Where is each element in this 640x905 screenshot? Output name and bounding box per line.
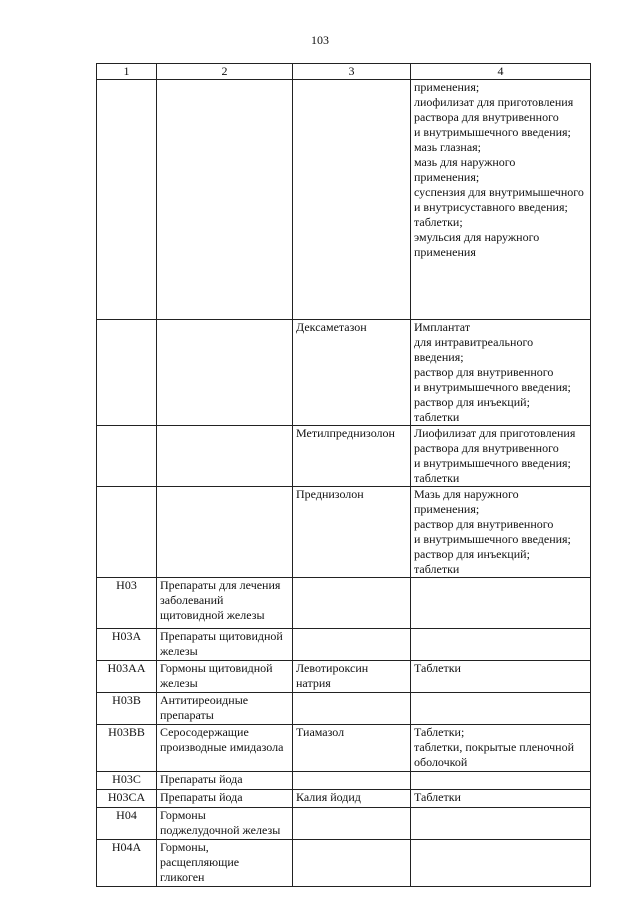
substance-cell bbox=[293, 661, 411, 693]
dosage-form-line: суспензия для внутримышечного bbox=[414, 185, 584, 199]
table-row bbox=[97, 725, 591, 772]
table-row bbox=[97, 661, 591, 693]
group-line: Гормоны, bbox=[160, 840, 209, 854]
group-line: щитовидной железы bbox=[160, 608, 265, 622]
atc-code-cell: H03BB bbox=[97, 725, 157, 772]
group-line: производные имидазола bbox=[160, 740, 284, 754]
header-row bbox=[97, 64, 591, 80]
table-row bbox=[97, 693, 591, 725]
dosage-form-line: мазь глазная; bbox=[414, 140, 482, 154]
atc-code-cell bbox=[97, 80, 157, 320]
substance-line: Калия йодид bbox=[296, 790, 361, 804]
group-line: гликоген bbox=[160, 870, 205, 884]
group-line: Антитиреоидные bbox=[160, 693, 249, 707]
table-row bbox=[97, 578, 591, 629]
group-cell bbox=[157, 629, 293, 661]
dosage-form-cell bbox=[411, 320, 591, 426]
dosage-form-cell bbox=[411, 661, 591, 693]
atc-code-cell: H03A bbox=[97, 629, 157, 661]
group-line: препараты bbox=[160, 708, 214, 722]
group-line: Гормоны bbox=[160, 808, 206, 822]
group-cell bbox=[157, 693, 293, 725]
column-header-4: 4 bbox=[411, 64, 591, 80]
dosage-form-line: таблетки; bbox=[414, 215, 463, 229]
atc-code-cell bbox=[97, 487, 157, 578]
table-row bbox=[97, 487, 591, 578]
group-line: Серосодержащие bbox=[160, 725, 249, 739]
group-line: Препараты йода bbox=[160, 772, 243, 786]
dosage-form-line: раствор для инъекций; bbox=[414, 547, 530, 561]
substance-line: Тиамазол bbox=[296, 725, 345, 739]
substance-cell bbox=[293, 725, 411, 772]
dosage-form-cell bbox=[411, 426, 591, 487]
column-header-3: 3 bbox=[293, 64, 411, 80]
table-row bbox=[97, 629, 591, 661]
dosage-form-line: применения bbox=[414, 245, 476, 259]
table-row bbox=[97, 426, 591, 487]
group-line: Гормоны щитовидной bbox=[160, 661, 273, 675]
dosage-form-line: для интравитреального bbox=[414, 335, 534, 349]
column-header-2: 2 bbox=[157, 64, 293, 80]
substance-cell bbox=[293, 578, 411, 629]
drug-table bbox=[96, 63, 591, 887]
group-line: железы bbox=[160, 676, 198, 690]
substance-cell bbox=[293, 80, 411, 320]
table-row bbox=[97, 80, 591, 320]
group-line: Препараты для лечения bbox=[160, 578, 281, 592]
atc-code-cell: H03CA bbox=[97, 790, 157, 808]
atc-code-cell: H04 bbox=[97, 808, 157, 840]
group-cell bbox=[157, 772, 293, 790]
substance-line: Преднизолон bbox=[296, 487, 364, 501]
table-row bbox=[97, 772, 591, 790]
group-cell bbox=[157, 840, 293, 887]
dosage-form-cell bbox=[411, 808, 591, 840]
dosage-form-line: и внутрисуставного введения; bbox=[414, 200, 568, 214]
group-cell bbox=[157, 808, 293, 840]
group-cell bbox=[157, 426, 293, 487]
dosage-form-line: Таблетки bbox=[414, 661, 461, 675]
dosage-form-cell bbox=[411, 725, 591, 772]
atc-code-cell bbox=[97, 320, 157, 426]
column-header-1: 1 bbox=[97, 64, 157, 80]
group-line: заболеваний bbox=[160, 593, 224, 607]
group-line: поджелудочной железы bbox=[160, 823, 281, 837]
table-body bbox=[97, 80, 591, 887]
group-line: железы bbox=[160, 644, 198, 658]
dosage-form-line: раствор для внутривенного bbox=[414, 517, 554, 531]
group-cell bbox=[157, 790, 293, 808]
dosage-form-line: таблетки, покрытые пленочной bbox=[414, 740, 575, 754]
dosage-form-line: применения; bbox=[414, 170, 480, 184]
substance-line: натрия bbox=[296, 676, 331, 690]
dosage-form-line: Лиофилизат для приготовления bbox=[414, 426, 576, 440]
dosage-form-line: раствор для инъекций; bbox=[414, 395, 530, 409]
substance-line: Метилпреднизолон bbox=[296, 426, 395, 440]
dosage-form-cell bbox=[411, 693, 591, 725]
atc-code-cell bbox=[97, 426, 157, 487]
substance-cell bbox=[293, 840, 411, 887]
dosage-form-line: и внутримышечного введения; bbox=[414, 532, 571, 546]
dosage-form-line: введения; bbox=[414, 350, 464, 364]
dosage-form-cell bbox=[411, 629, 591, 661]
dosage-form-line: применения; bbox=[414, 80, 480, 94]
dosage-form-line: мазь для наружного bbox=[414, 155, 516, 169]
dosage-form-cell bbox=[411, 772, 591, 790]
dosage-form-cell bbox=[411, 80, 591, 320]
page-number: 103 bbox=[311, 33, 329, 47]
substance-line: Дексаметазон bbox=[296, 320, 367, 334]
dosage-form-line: таблетки bbox=[414, 562, 460, 576]
dosage-form-line: Таблетки bbox=[414, 790, 461, 804]
dosage-form-line: раствора для внутривенного bbox=[414, 441, 559, 455]
atc-code-cell: H03B bbox=[97, 693, 157, 725]
dosage-form-cell bbox=[411, 840, 591, 887]
dosage-form-line: раствора для внутривенного bbox=[414, 110, 559, 124]
substance-line: Левотироксин bbox=[296, 661, 369, 675]
group-line: расщепляющие bbox=[160, 855, 240, 869]
group-cell bbox=[157, 578, 293, 629]
dosage-form-cell bbox=[411, 578, 591, 629]
substance-cell bbox=[293, 426, 411, 487]
substance-cell bbox=[293, 487, 411, 578]
group-cell bbox=[157, 80, 293, 320]
dosage-form-line: эмульсия для наружного bbox=[414, 230, 540, 244]
dosage-form-line: Имплантат bbox=[414, 320, 471, 334]
group-cell bbox=[157, 320, 293, 426]
atc-code-cell: H03 bbox=[97, 578, 157, 629]
dosage-form-line: Мазь для наружного bbox=[414, 487, 519, 501]
substance-cell bbox=[293, 808, 411, 840]
table-row bbox=[97, 790, 591, 808]
atc-code-cell: H04A bbox=[97, 840, 157, 887]
dosage-form-line: оболочкой bbox=[414, 755, 468, 769]
table-row bbox=[97, 808, 591, 840]
dosage-form-line: и внутримышечного введения; bbox=[414, 125, 571, 139]
group-cell bbox=[157, 487, 293, 578]
group-line: Препараты щитовидной bbox=[160, 629, 283, 643]
substance-cell bbox=[293, 772, 411, 790]
dosage-form-line: таблетки bbox=[414, 410, 460, 424]
substance-cell bbox=[293, 320, 411, 426]
atc-code-cell: H03C bbox=[97, 772, 157, 790]
table-row bbox=[97, 320, 591, 426]
substance-cell bbox=[293, 629, 411, 661]
substance-cell bbox=[293, 790, 411, 808]
dosage-form-line: и внутримышечного введения; bbox=[414, 380, 571, 394]
table-row bbox=[97, 840, 591, 887]
dosage-form-line: и внутримышечного введения; bbox=[414, 456, 571, 470]
dosage-form-cell bbox=[411, 487, 591, 578]
group-cell bbox=[157, 661, 293, 693]
dosage-form-line: лиофилизат для приготовления bbox=[414, 95, 574, 109]
group-cell bbox=[157, 725, 293, 772]
dosage-form-line: Таблетки; bbox=[414, 725, 465, 739]
substance-cell bbox=[293, 693, 411, 725]
dosage-form-line: применения; bbox=[414, 502, 480, 516]
dosage-form-line: раствор для внутривенного bbox=[414, 365, 554, 379]
group-line: Препараты йода bbox=[160, 790, 243, 804]
dosage-form-cell bbox=[411, 790, 591, 808]
atc-code-cell: H03AA bbox=[97, 661, 157, 693]
dosage-form-line: таблетки bbox=[414, 471, 460, 485]
